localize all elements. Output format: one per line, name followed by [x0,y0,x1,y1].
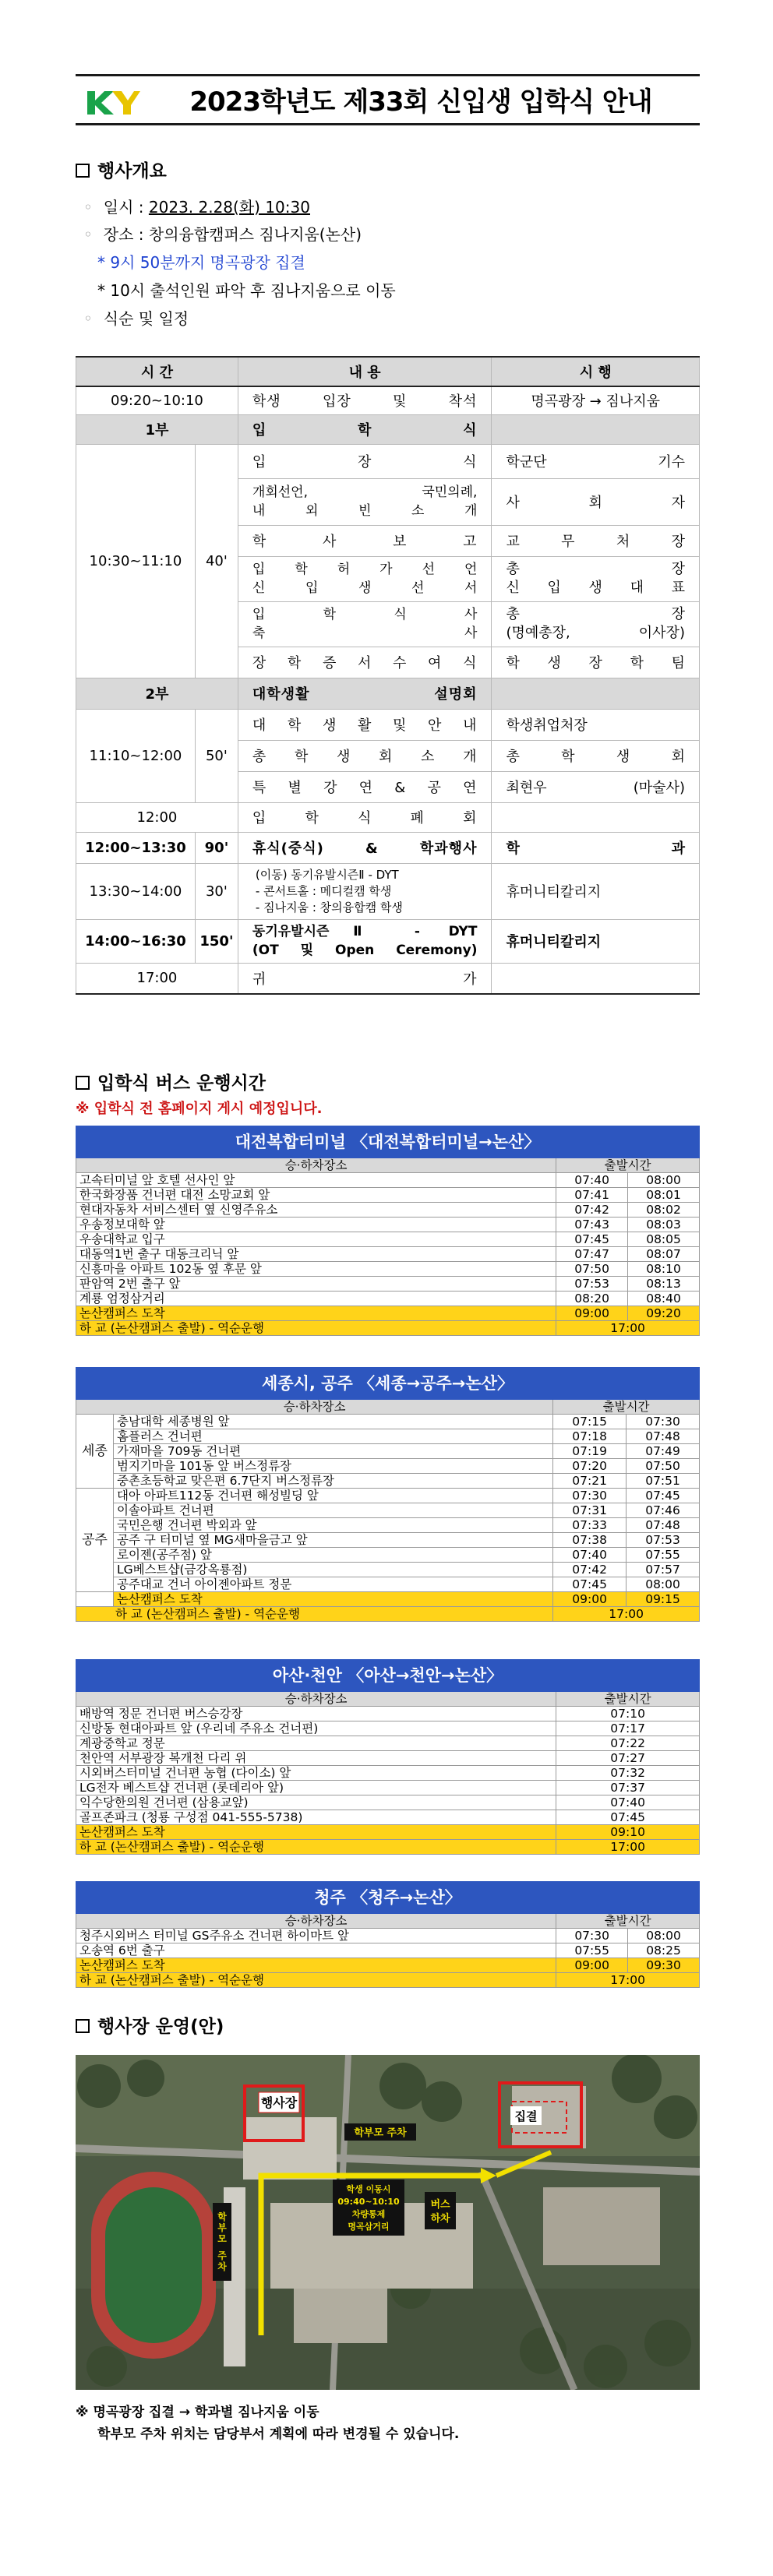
bus-stop-name: LG베스트샵(금강옥룡점) [113,1563,552,1577]
bus-departure-time: 07:19 [553,1444,627,1459]
bus-departure-time: 07:40 [553,1548,627,1563]
part1-row: 1부 입 학 식 [76,414,700,444]
bus-route-title: 세종시, 공주 〈세종→공주→논산〉 [76,1368,700,1400]
bus-departure-time: 08:03 [628,1218,700,1232]
section-heading-bus: 입학식 버스 운행시간 [76,1072,266,1095]
table-row [76,1444,700,1459]
table-row [76,1751,700,1766]
bus-arrive-row: 논산캠퍼스 도착 09:10 [76,1825,700,1840]
table-row [76,1489,700,1503]
bus-departure-time: 07:42 [556,1203,628,1218]
table-row: 10:30~11:10 40' 입 장 식 학군단 기수 [76,444,700,478]
section-heading-overview: 행사개요 [76,160,167,183]
bus-stop-name: 신방동 현대아파트 앞 (우리네 주유소 건너편) [76,1721,556,1736]
bus-departure-time: 07:10 [556,1707,700,1721]
bus-stop-name: 가재마을 709동 건너편 [113,1444,552,1459]
schedule-header-row [76,357,700,386]
campus-aerial-map [76,2055,700,2390]
bus-stop-name: 이솔아파트 건너편 [113,1503,552,1518]
bus-arrive-row: 논산캠퍼스 도착 09:00 09:15 [76,1592,700,1607]
bus-departure-time: 07:45 [556,1232,628,1247]
bus-departure-time: 07:42 [553,1563,627,1577]
bus-stop-name: 우송정보대학 앞 [76,1218,556,1232]
bus-departure-time: 08:01 [628,1188,700,1203]
bus-route-title: 대전복합터미널 〈대전복합터미널→논산〉 [76,1126,700,1158]
table-row [76,1459,700,1474]
bus-stop-name: 현대자동차 서비스센터 옆 신영주유소 [76,1203,556,1218]
bus-departure-time: 07:50 [627,1459,700,1474]
bus-departure-time: 07:30 [553,1489,627,1503]
bus-stop-name: 범지기마을 101동 앞 버스정류장 [113,1459,552,1474]
svg-text:학생 이동시: 학생 이동시 [346,2184,391,2194]
svg-text:09:40~10:10: 09:40~10:10 [337,2197,400,2207]
bus-stop-name: 계광중학교 정문 [76,1736,556,1751]
bus-stop-name: 홈플러스 건너편 [113,1429,552,1444]
label-side-parking [217,2211,227,2272]
bus-departure-time: 07:18 [553,1429,627,1444]
bus-departure-time: 07:40 [556,1173,628,1188]
bus-departure-time: 07:55 [556,1943,628,1958]
bus-departure-time: 08:13 [628,1277,700,1292]
bus-departure-time: 07:21 [553,1474,627,1489]
table-row [76,1218,700,1232]
bus-departure-time: 07:15 [553,1415,627,1429]
bus-stop-name: 대동역1번 출구 대동크리닉 앞 [76,1247,556,1262]
table-row [76,1929,700,1943]
label-parking: 학부모 주차 [354,2127,407,2139]
bus-departure-time: 07:55 [627,1548,700,1563]
bus-stop-name: 한국화장품 건너편 대전 소망교회 앞 [76,1188,556,1203]
bus-departure-time: 08:40 [628,1292,700,1306]
region-label: 세종 [76,1415,114,1489]
bus-stop-name: 판암역 2번 출구 앞 [76,1277,556,1292]
bus-departure-time: 07:45 [553,1577,627,1592]
bus-departure-time: 07:41 [556,1188,628,1203]
bus-departure-time: 07:46 [627,1503,700,1518]
bus-departure-time: 07:38 [553,1533,627,1548]
overview-date: ◦ 일시 : 2023. 2.28(화) 10:30 [83,198,310,217]
bus-stop-name: 고속터미널 앞 호텔 선사인 앞 [76,1173,556,1188]
bus-departure-time: 07:33 [553,1518,627,1533]
bus-stop-name: 천안역 서부광장 복개천 다리 위 [76,1751,556,1766]
svg-text:모: 모 [217,2233,227,2244]
section-heading-venue: 행사장 운영(안) [76,2015,224,2039]
bus-table-sejong: 세종시, 공주 〈세종→공주→논산〉 승·하차장소 출발시간 세종 충남대학 세종병원 앞 07:15 07:30 홈플러스 건너편 07:18 07:48 가재마을 709동 건너편 07:19 07:49 범지기마을 101동 앞 버스정류장 07:20 07:50 중촌초등학교 맞은편 6.7단지 버스정류장 07:21 07:51 공주 대아 아파트112동 건너편 해성빌딩 앞 07:30 07:45 이솔아파트 건너편 07:31 07:46 국민은행 건너편 박외과 앞 07:33 07:48 공주 구 터미널 옆 MG새마을금고 앞 07:38 07:53 로이젠(공주점) 앞 07:40 07:55 LG베스트샵(금강옥룡점) 07:42 07:57 공주대교 건너 아이젠아파트 정문 07:45 08:00 논산캠퍼스 도착 09:00 09:15 하 교 (논산캠퍼스 출발) - 역순운행 17:00 [76,1367,700,1622]
bus-stop-name: 익수당한의원 건너편 (삼용교앞) [76,1795,556,1810]
bus-departure-time: 08:00 [628,1173,700,1188]
label-gather: 집결 [514,2109,538,2123]
bus-arrive-row: 논산캠퍼스 도착 09:00 09:20 [76,1306,700,1321]
page-title: 2023학년도 제33회 신입생 입학식 안내 [189,86,652,118]
header-top-rule [76,74,700,76]
table-row: 특 별 강 연 & 공 연 최현우 (마술사) [76,771,700,802]
bus-departure-time: 08:25 [628,1943,700,1958]
bus-rows [76,1173,700,1306]
table-row [76,1415,700,1429]
table-row: 13:30~14:00 30' (이동) 동기유발시즌Ⅱ - DYT - 콘서트홀 : 메디컬캠 학생 - 짐나지움 : 창의융합캠 학생 휴머니티칼리지 [76,863,700,919]
bus-stop-name: 로이젠(공주점) 앞 [113,1548,552,1563]
svg-text:차: 차 [217,2261,227,2272]
bus-stop-name: 공주대교 건너 아이젠아파트 정문 [113,1577,552,1592]
label-hall: 행사장 [260,2095,298,2110]
bus-return-row: 하 교 (논산캠퍼스 출발) - 역순운행 17:00 [76,1607,700,1622]
bus-note: ※ 입학식 전 홈페이지 게시 예정입니다. [76,1101,323,1117]
bus-rows [76,1707,700,1825]
bus-departure-time: 07:53 [627,1533,700,1548]
table-row: 11:10~12:00 50' 대 학 생 활 및 안 내 학생취업처장 [76,709,700,740]
bus-return-row: 하 교 (논산캠퍼스 출발) - 역순운행 17:00 [76,1321,700,1336]
table-row: 12:00 입 학 식 폐 회 [76,802,700,832]
bus-stop-name: 청주시외버스 터미널 GS주유소 건너편 하이마트 앞 [76,1929,556,1943]
svg-text:학: 학 [217,2211,227,2222]
dot-icon: ◦ [83,198,93,217]
bus-departure-time: 08:10 [628,1262,700,1277]
bus-departure-time: 08:00 [627,1577,700,1592]
svg-text:명곡삼거리: 명곡삼거리 [348,2222,390,2232]
venue-footnote-1: ※ 명곡광장 집결 → 학과별 짐나지움 이동 [76,2405,319,2420]
bus-departure-time: 07:48 [627,1518,700,1533]
bus-departure-time: 07:43 [556,1218,628,1232]
bus-arrive-row: 논산캠퍼스 도착 09:00 09:30 [76,1958,700,1973]
bus-departure-time: 07:17 [556,1721,700,1736]
bus-stop-name: 신흥마을 아파트 102동 옆 후문 앞 [76,1262,556,1277]
svg-text:주: 주 [217,2250,227,2261]
bus-stop-name: 공주 구 터미널 옆 MG새마을금고 앞 [113,1533,552,1548]
table-row [76,1795,700,1810]
bus-departure-time: 07:50 [556,1262,628,1277]
overview-place: ◦ 장소 : 창의융합캠퍼스 짐나지움(논산) [83,225,362,244]
bus-departure-time: 07:47 [556,1247,628,1262]
bus-departure-time: 07:37 [556,1781,700,1795]
col-by: 시 행 [492,357,700,386]
bus-table-asan: 아산·천안 〈아산→천안→논산〉 승·하차장소 출발시간 배방역 정문 건너편 버스승강장 07:10 신방동 현대아파트 앞 (우리네 주유소 건너편) 07:17 계광중학교 정문 07:22 천안역 서부광장 복개천 다리 위 07:27 시외버스터미널 건너편 농협 (다이소) 앞 07:32 LG전자 베스트샵 건너편 (롯데리아 앞) 07:37 익수당한의원 건너편 (삼용교앞) 07:40 골프존파크 (청룡 구성점 041-555-5738) 07:45 논산캠퍼스 도착 09:10 하 교 (논산캠퍼스 출발) - 역순운행 17:00 [76,1659,700,1855]
dot-icon: ◦ [83,225,93,244]
bus-stop-name: 배방역 정문 건너편 버스승강장 [76,1707,556,1721]
bus-departure-time: 07:53 [556,1277,628,1292]
table-row: 총 학 생 회 소 개 총 학 생 회 [76,740,700,771]
table-row: 12:00~13:30 90' 휴식(중식) & 학과행사 학 과 [76,832,700,863]
col-content: 내 용 [238,357,492,386]
svg-text:부: 부 [217,2222,227,2233]
bus-route-title: 청주 〈청주→논산〉 [76,1882,700,1914]
square-bullet-icon [76,164,90,178]
bus-stop-name: 대아 아파트112동 건너편 해성빌딩 앞 [113,1489,552,1503]
table-row [76,1474,700,1489]
table-row: 학 사 보 고 교 무 처 장 [76,525,700,556]
bus-departure-time: 07:49 [627,1444,700,1459]
table-row [76,1577,700,1592]
bus-departure-time: 07:31 [553,1503,627,1518]
table-row [76,1707,700,1721]
table-row [76,1721,700,1736]
overview-note-attendance: * 10시 출석인원 파악 후 짐나지움으로 이동 [97,281,396,300]
bus-departure-time: 08:02 [628,1203,700,1218]
bus-departure-time: 07:22 [556,1736,700,1751]
svg-text:하차: 하차 [430,2213,450,2225]
bus-stop-name: 오송역 6번 출구 [76,1943,556,1958]
table-row [76,1736,700,1751]
bus-departure-time: 07:57 [627,1563,700,1577]
bus-stop-name: 골프존파크 (청룡 구성점 041-555-5738) [76,1810,556,1825]
bus-departure-time: 07:27 [556,1751,700,1766]
table-row [76,1533,700,1548]
bus-stop-name: 시외버스터미널 건너편 농협 (다이소) 앞 [76,1766,556,1781]
part2-row: 2부 대학생활 설명회 [76,678,700,709]
bus-rows [76,1929,700,1958]
table-row [76,1503,700,1518]
table-row [76,1277,700,1292]
bus-stop-name: 충남대학 세종병원 앞 [113,1415,552,1429]
overview-note-gather: * 9시 50분까지 명곡광장 집결 [97,253,305,272]
table-row: 14:00~16:30 150' 동기유발시즌Ⅱ - DYT (OT 및 Open Ceremony) 휴머니티칼리지 [76,919,700,963]
table-row [76,1203,700,1218]
table-row: 개회선언, 국민의례, 내 외 빈 소 개 사 회 자 [76,478,700,525]
bus-route-title: 아산·천안 〈아산→천안→논산〉 [76,1660,700,1692]
square-bullet-icon [76,1076,90,1090]
table-row [76,1173,700,1188]
table-row [76,1429,700,1444]
bus-departure-time: 07:32 [556,1766,700,1781]
table-row [76,1810,700,1825]
table-row [76,1563,700,1577]
bus-departure-time: 07:48 [627,1429,700,1444]
table-row: 입 학 식 사 축 사 총 장 (명예총장, 이사장) [76,601,700,647]
venue-footnote-2: 학부모 주차 위치는 담당부서 계획에 따라 변경될 수 있습니다. [97,2426,460,2442]
table-row [76,1232,700,1247]
bus-return-row: 하 교 (논산캠퍼스 출발) - 역순운행 17:00 [76,1840,700,1855]
university-logo-icon [84,88,140,118]
table-row [76,1292,700,1306]
bus-departure-time: 07:30 [627,1415,700,1429]
bus-stop-name: 중촌초등학교 맞은편 6.7단지 버스정류장 [113,1474,552,1489]
schedule-table [76,356,700,995]
bus-departure-time: 08:20 [556,1292,628,1306]
region-label: 공주 [76,1489,114,1592]
bus-departure-time: 08:07 [628,1247,700,1262]
table-row [76,1262,700,1277]
table-row [76,1548,700,1563]
bus-departure-time: 07:30 [556,1929,628,1943]
table-row [76,1188,700,1203]
table-row: 17:00 귀 가 [76,963,700,994]
table-row: 입 학 허 가 선 언 신 입 생 선 서 총 장 신 입 생 대 표 [76,556,700,601]
table-row [76,1247,700,1262]
bus-table-cheongju: 청주 〈청주→논산〉 승·하차장소 출발시간 청주시외버스 터미널 GS주유소 건너편 하이마트 앞 07:30 08:00 오송역 6번 출구 07:55 08:25 논산캠퍼스 도착 09:00 09:30 하 교 (논산캠퍼스 출발) - 역순운행 17:00 [76,1881,700,1988]
bus-rows [76,1415,700,1592]
svg-text:차량통제: 차량통제 [351,2209,386,2219]
col-time: 시 간 [76,357,238,386]
bus-stop-name: 우송대학교 입구 [76,1232,556,1247]
bus-departure-time: 08:05 [628,1232,700,1247]
square-bullet-icon [76,2019,90,2033]
bus-departure-time: 07:51 [627,1474,700,1489]
bus-stop-name: 계룡 엄정삼거리 [76,1292,556,1306]
bus-return-row: 하 교 (논산캠퍼스 출발) - 역순운행 17:00 [76,1973,700,1988]
bus-departure-time: 07:40 [556,1795,700,1810]
svg-text:버스: 버스 [430,2199,450,2211]
table-row [76,1518,700,1533]
bus-departure-time: 07:20 [553,1459,627,1474]
bus-stop-name: 국민은행 건너편 박외과 앞 [113,1518,552,1533]
table-row [76,1781,700,1795]
table-row: 장 학 증 서 수 여 식 학 생 장 학 팀 [76,647,700,678]
bus-stop-name: LG전자 베스트샵 건너편 (롯데리아 앞) [76,1781,556,1795]
bus-departure-time: 07:45 [627,1489,700,1503]
bus-departure-time: 08:00 [628,1929,700,1943]
bus-table-daejeon: 대전복합터미널 〈대전복합터미널→논산〉 승·하차장소 출발시간 고속터미널 앞 호텔 선사인 앞 07:40 08:00 한국화장품 건너편 대전 소망교회 앞 07:41 08:01 현대자동차 서비스센터 옆 신영주유소 07:42 08:02 우송정보대학 앞 07:43 08:03 우송대학교 입구 07:45 08:05 대동역1번 출구 대동크리닉 앞 07:47 08:07 신흥마을 아파트 102동 옆 후문 앞 07:50 08:10 판암역 2번 출구 앞 07:53 08:13 계룡 엄정삼거리 08:20 08:40 논산캠퍼스 도착 09:00 09:20 하 교 (논산캠퍼스 출발) - 역순운행 17:00 [76,1126,700,1336]
table-row: 09:20~10:10 학생 입장 및 착석 명곡광장 → 짐나지움 [76,386,700,414]
bus-departure-time: 07:45 [556,1810,700,1825]
overview-order: ◦ 식순 및 일정 [83,309,189,328]
table-row [76,1943,700,1958]
dot-icon: ◦ [83,309,93,328]
header-bottom-rule [76,123,700,125]
table-row [76,1766,700,1781]
